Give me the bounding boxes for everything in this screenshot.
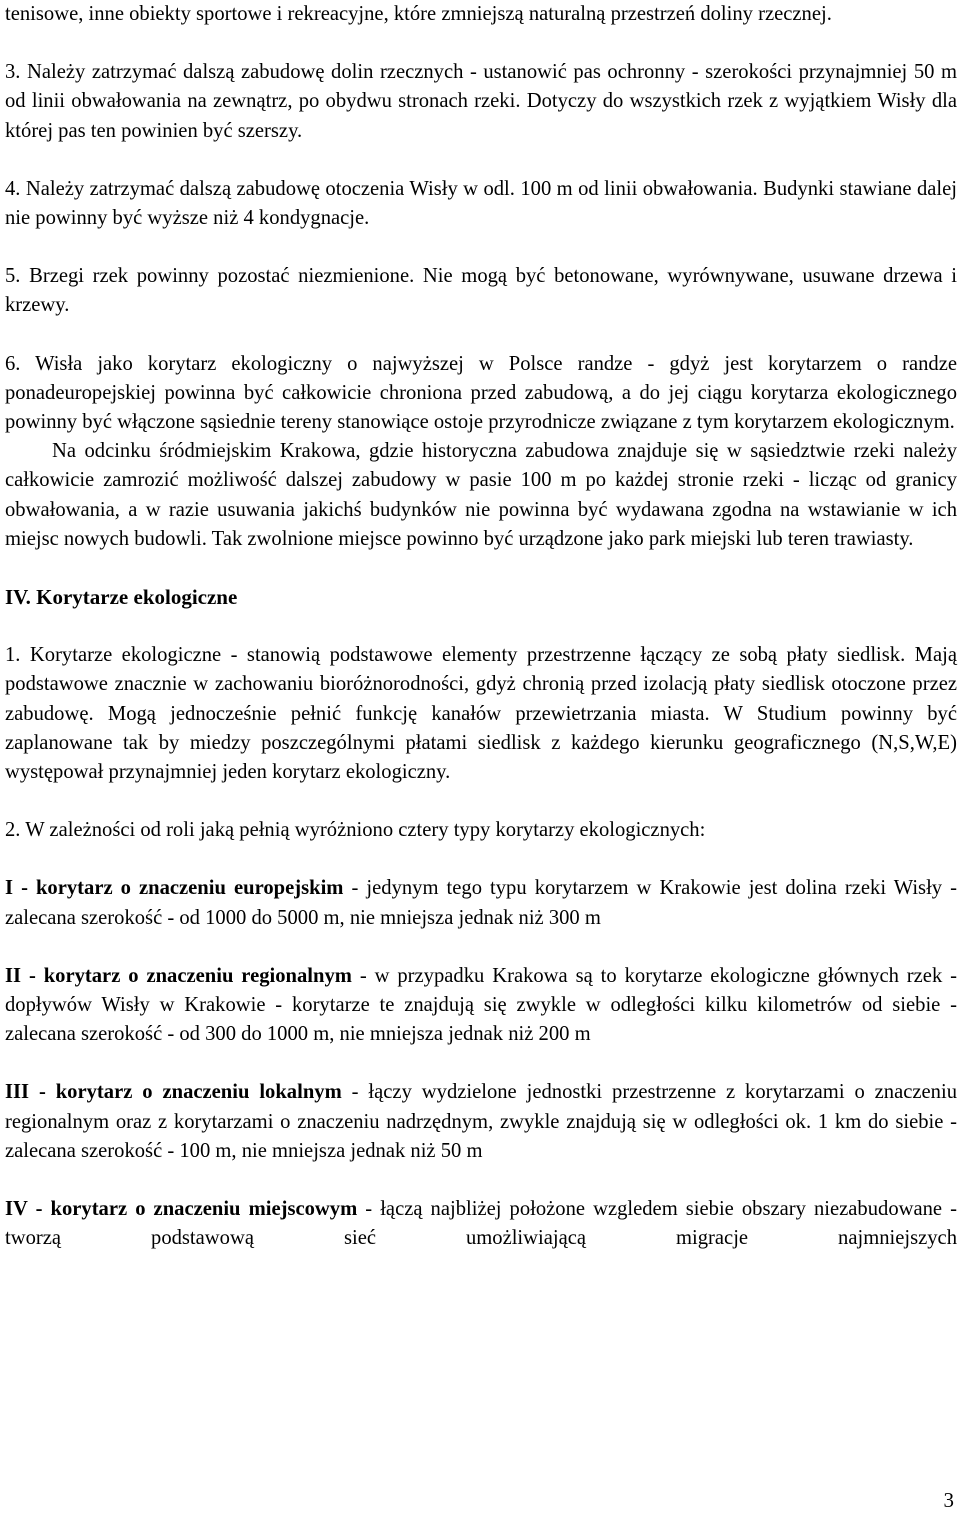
- corridor-type-3-text: - łączy wydzielone jednostki przestrzenne z korytarzami o znaczeniu regionalnym oraz z korytarzami o znaczeniu nadrzędnym, zwykle znajdują się w odległości ok. 1 km do siebie - zalecana szerokość - 100 m, nie mniejsza jednak niż 50 m: [5, 1081, 957, 1162]
- paragraph-section-2: 2. W zależności od roli jaką pełnią wyróżniono cztery typy korytarzy ekologicznych:: [5, 819, 706, 842]
- paragraph-item-5: 5. Brzegi rzek powinny pozostać niezmienione. Nie mogą być betonowane, wyrównywane, usuwane drzewa i krzewy.: [5, 265, 957, 317]
- paragraph-item-6-continued: Na odcinku śródmiejskim Krakowa, gdzie historyczna zabudowa znajduje się w sąsiedztwie rzeki należy całkowicie zamrozić możliwość dalszej zabudowy w pasie 100 m po każdej stronie rzeki - licząc od granicy obwałowania, a w razie usuwania jakichś budynków nie powinna być wydawana zgodna na wstawianie w ich miejsc nowych budowli. Tak zwolnione miejsce powinno być urządzone jako park miejski lub teren trawiasty.: [5, 440, 957, 550]
- paragraph-item-3: 3. Należy zatrzymać dalszą zabudowę dolin rzecznych - ustanowić pas ochronny - szerokości przynajmniej 50 m od linii obwałowania na zewnątrz, po obydwu stronach rzeki. Dotyczy do wszystkich rzek z wyjątkiem Wisły dla której pas ten powinien być szerszy.: [5, 61, 957, 142]
- paragraph-item-4: 4. Należy zatrzymać dalszą zabudowę otoczenia Wisły w odl. 100 m od linii obwałowania. Budynki stawiane dalej nie powinny być wyższe niż 4 kondygnacje.: [5, 177, 957, 230]
- corridor-type-3: [5, 1078, 957, 1166]
- corridor-type-3-title: III - korytarz o znaczeniu lokalnym: [5, 1081, 342, 1104]
- paragraph-item-6: 6. Wisła jako korytarz ekologiczny o najwyższej w Polsce randze - gdyż jest korytarzem o randze ponadeuropejskiej powinna być całkowicie chroniona przed zabudową, a do jej ciągu korytarza ekologicznego powinny być włączone sąsiednie tereny stanowiące ostoje przyrodnicze związane z tym korytarzem ekologicznym.: [5, 352, 957, 434]
- corridor-type-4-text: - łączą najbliżej położone wzgledem siebie obszary niezabudowane - tworzą podstawową sieć umożliwiającą migracje najmniejszych: [5, 1198, 957, 1250]
- page-number: 3: [943, 1488, 954, 1512]
- corridor-type-1-text: - jedynym tego typu korytarzem w Krakowie jest dolina rzeki Wisły - zalecana szerokość - od 1000 do 5000 m, nie mniejsza jednak niż 300 m: [5, 877, 957, 929]
- corridor-type-2-text: - w przypadku Krakowa są to korytarze ekologiczne głównych rzek - dopływów Wisły w Krakowie - korytarze te znajdują się zwykle w odległości kilku kilometrów od siebie - zalecana szerokość - od 300 do 1000 m, nie mniejsza jednak niż 200 m: [5, 964, 958, 1046]
- corridor-type-4-title: IV - korytarz o znaczeniu miejscowym: [5, 1198, 358, 1221]
- corridor-type-2-title: II - korytarz o znaczeniu regionalnym: [5, 964, 352, 987]
- section-heading: IV. Korytarze ekologiczne: [5, 585, 238, 610]
- paragraph-continuation: tenisowe, inne obiekty sportowe i rekreacyjne, które zmniejszą naturalną przestrzeń doliny rzecznej.: [5, 3, 832, 25]
- paragraph-section-1: 1. Korytarze ekologiczne - stanowią podstawowe elementy przestrzenne łączący ze sobą płaty siedlisk. Mają podstawowe znacznie w zachowaniu bioróżnorodności, gdyż chronią przed izolacją płaty siedlisk otoczone przez zabudowę. Mogą jednocześnie pełnić funkcję kanałów przewietrzania miasta. W Studium powinny być zaplanowane tak by miedzy poszczególnymi płatami siedlisk z każdego kierunku geograficznego (N,S,W,E) występował przynajmniej jeden korytarz ekologiczny.: [5, 644, 957, 784]
- document-page: [5, 0, 957, 1254]
- corridor-type-2: [5, 962, 957, 1050]
- corridor-type-4: [5, 1195, 957, 1253]
- corridor-type-1: [5, 874, 957, 932]
- corridor-type-1-title: I - korytarz o znaczeniu europejskim: [5, 877, 344, 900]
